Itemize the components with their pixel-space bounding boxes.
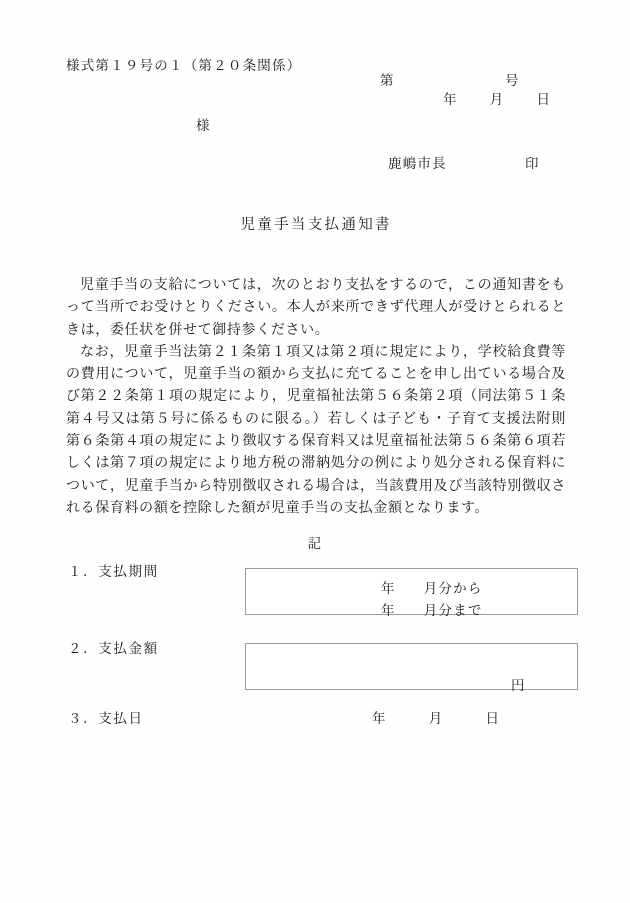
payment-amount-currency-unit: 円: [511, 678, 526, 694]
payment-period-from-row: [381, 577, 483, 597]
issue-date-line: [443, 94, 551, 108]
issue-date-year: 年: [443, 92, 458, 108]
payment-amount-box[interactable]: [245, 643, 578, 694]
period-to-year: 年: [381, 603, 396, 619]
issuer-name: 鹿嶋市長: [388, 156, 447, 172]
payment-date-year: 年: [372, 711, 387, 727]
item-label-payment-date: ３．支払日: [68, 711, 144, 727]
seal-mark: 印: [525, 156, 540, 172]
addressee-honorific: 様: [196, 118, 211, 134]
form-number: 様式第１９号の１（第２０条関係）: [66, 58, 302, 74]
issue-date-day: 日: [536, 92, 552, 108]
payment-date-day: 日: [485, 711, 501, 727]
payment-date-month: 月: [428, 711, 444, 727]
item-label-payment-period: １．支払期間: [68, 564, 159, 580]
document-number-label: 第: [380, 73, 395, 89]
payment-date-fields: [372, 713, 500, 727]
issue-date-month: 月: [489, 92, 505, 108]
document-number-unit: 号: [505, 73, 520, 89]
ki-marker: 記: [307, 536, 323, 552]
period-from-year: 年: [381, 581, 396, 597]
item-label-payment-amount: ２．支払金額: [68, 641, 159, 657]
page-title: 児童手当支払通知書: [240, 217, 392, 233]
period-to-month: 月分まで: [423, 603, 483, 619]
payment-period-box[interactable]: [245, 568, 578, 619]
body-text: [66, 274, 566, 519]
body-paragraph-1: 児童手当の支給については，次のとおり支払をするので，この通知書をもって当所でお受けとりください。本人が来所できず代理人が受けとられるときは，委任状を併せて御持参ください。: [66, 277, 566, 338]
period-from-month: 月分から: [423, 581, 483, 597]
body-paragraph-2: なお，児童手当法第２１条第１項又は第２項に規定により，学校給食費等の費用について，児童手当の額から支払に充てることを申し出ている場合及び第２２条第１項の規定により，児童福祉法第５６条第２項（同法第５１条第４号又は第５号に係るものに限る。）若しくは子ども・子育て支援法附則第６条第４項の規定により徴収する保育料又は児童福祉法第５６条第６項若しくは第７項の規定により地方税の滞納処分の例により処分される保育料について，児童手当から特別徴収される場合は，当該費用及び当該特別徴収される保育料の額を控除した額が児童手当の支払金額となります。: [66, 343, 566, 516]
payment-period-to-row: [381, 599, 483, 619]
